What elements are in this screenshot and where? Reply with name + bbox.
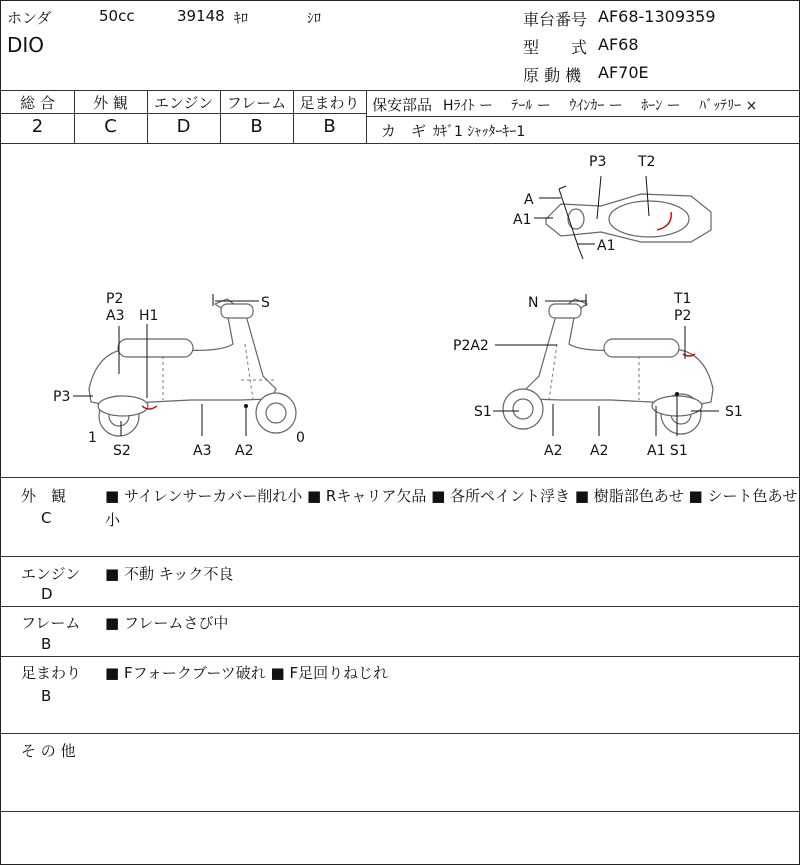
left-label-a3-top: A3 xyxy=(106,308,125,324)
right-label-s1-left: S1 xyxy=(474,404,492,420)
divider xyxy=(1,811,799,812)
top-label-a1-bottom: A1 xyxy=(597,238,616,254)
left-label-0: 0 xyxy=(296,430,305,446)
frame-no: AF68-1309359 xyxy=(598,7,716,26)
grade-value-frame: B xyxy=(250,116,263,137)
left-label-s: S xyxy=(261,295,270,311)
divider xyxy=(1,733,799,734)
left-label-a2: A2 xyxy=(235,443,254,459)
divider xyxy=(367,116,799,117)
grade-label-exterior: 外 観 xyxy=(93,94,128,112)
grade-value-overall: 2 xyxy=(31,116,44,137)
remark-label-engine: エンジン xyxy=(21,565,81,583)
mileage-unit: ｷﾛ xyxy=(234,11,248,27)
remark-text-frame: ■ フレームさび中 xyxy=(105,614,229,632)
key-value: ｶｷﾞ1 ｼｬｯﾀｰｷｰ1 xyxy=(433,124,526,140)
right-label-t1: T1 xyxy=(674,291,692,307)
remark-text-exterior-cont: 小 xyxy=(105,511,121,529)
grade-value-exterior: C xyxy=(104,116,117,137)
remark-text-exterior: ■ サイレンサーカバー削れ小 ■ Rキャリア欠品 ■ 各所ペイント浮き ■ 樹脂部色あせ ■ シート色あせ xyxy=(105,487,798,505)
maker: ホンダ xyxy=(7,9,52,27)
engine-label: 原 動 機 xyxy=(523,66,582,85)
divider xyxy=(1,90,799,91)
remark-grade-suspension: B xyxy=(41,687,52,705)
grade-value-suspension: B xyxy=(323,116,336,137)
right-label-a2-1: A2 xyxy=(544,443,563,459)
remark-grade-frame: B xyxy=(41,635,52,653)
key-label: カ ギ xyxy=(381,122,427,140)
left-label-p2: P2 xyxy=(106,291,124,307)
engine-value: AF70E xyxy=(598,63,649,82)
remark-label-frame: フレーム xyxy=(21,614,81,632)
remark-label-suspension: 足まわり xyxy=(21,664,82,682)
divider xyxy=(1,477,799,478)
grade-label-overall: 総 合 xyxy=(20,94,55,112)
right-label-p2a2: P2A2 xyxy=(453,338,489,354)
left-label-1: 1 xyxy=(88,430,97,446)
left-label-s2: S2 xyxy=(113,443,131,459)
left-label-h1: H1 xyxy=(139,308,159,324)
frame-no-label: 車台番号 xyxy=(523,10,588,29)
remark-label-other: そ の 他 xyxy=(21,742,76,760)
left-label-p3: P3 xyxy=(53,389,71,405)
top-label-p3: P3 xyxy=(589,154,607,170)
left-label-a3-bottom: A3 xyxy=(193,443,212,459)
safety-items: Hﾗｲﾄ ー ﾃｰﾙ ー ｳｲﾝｶｰ ー ﾎｰﾝ ー ﾊﾞｯﾃﾘｰ × xyxy=(443,98,758,114)
model-name: DIO xyxy=(7,33,45,57)
grade-value-engine: D xyxy=(176,116,191,137)
remark-text-engine: ■ 不動 キック不良 xyxy=(105,565,234,583)
remark-text-suspension: ■ Fフォークブーツ破れ ■ F足回りねじれ xyxy=(105,664,389,682)
divider xyxy=(1,606,799,607)
right-label-a2-2: A2 xyxy=(590,443,609,459)
grade-label-frame: フレーム xyxy=(226,94,287,112)
top-view-scooter xyxy=(546,186,711,259)
right-label-s1-right: S1 xyxy=(725,404,743,420)
type-label: 型 式 xyxy=(523,38,588,57)
grade-label-suspension: 足まわり xyxy=(299,94,360,112)
divider xyxy=(1,113,367,114)
top-label-t2: T2 xyxy=(638,154,656,170)
remark-grade-exterior: C xyxy=(41,509,52,527)
displacement: 50cc xyxy=(99,7,135,25)
divider xyxy=(1,556,799,557)
safety-label: 保安部品 xyxy=(372,96,433,114)
top-label-a1-left: A1 xyxy=(513,212,532,228)
damage-diagram xyxy=(1,144,799,477)
right-label-a1s1: A1 S1 xyxy=(647,443,688,459)
color: ｼﾛ xyxy=(307,11,321,27)
divider xyxy=(1,656,799,657)
right-label-n: N xyxy=(528,295,539,311)
type-value: AF68 xyxy=(598,35,639,54)
mileage: 39148 xyxy=(177,7,225,25)
right-label-p2: P2 xyxy=(674,308,692,324)
remark-label-exterior: 外 観 xyxy=(21,487,67,505)
remark-grade-engine: D xyxy=(41,585,53,603)
top-label-a: A xyxy=(524,192,534,208)
grade-label-engine: エンジン xyxy=(153,94,214,112)
